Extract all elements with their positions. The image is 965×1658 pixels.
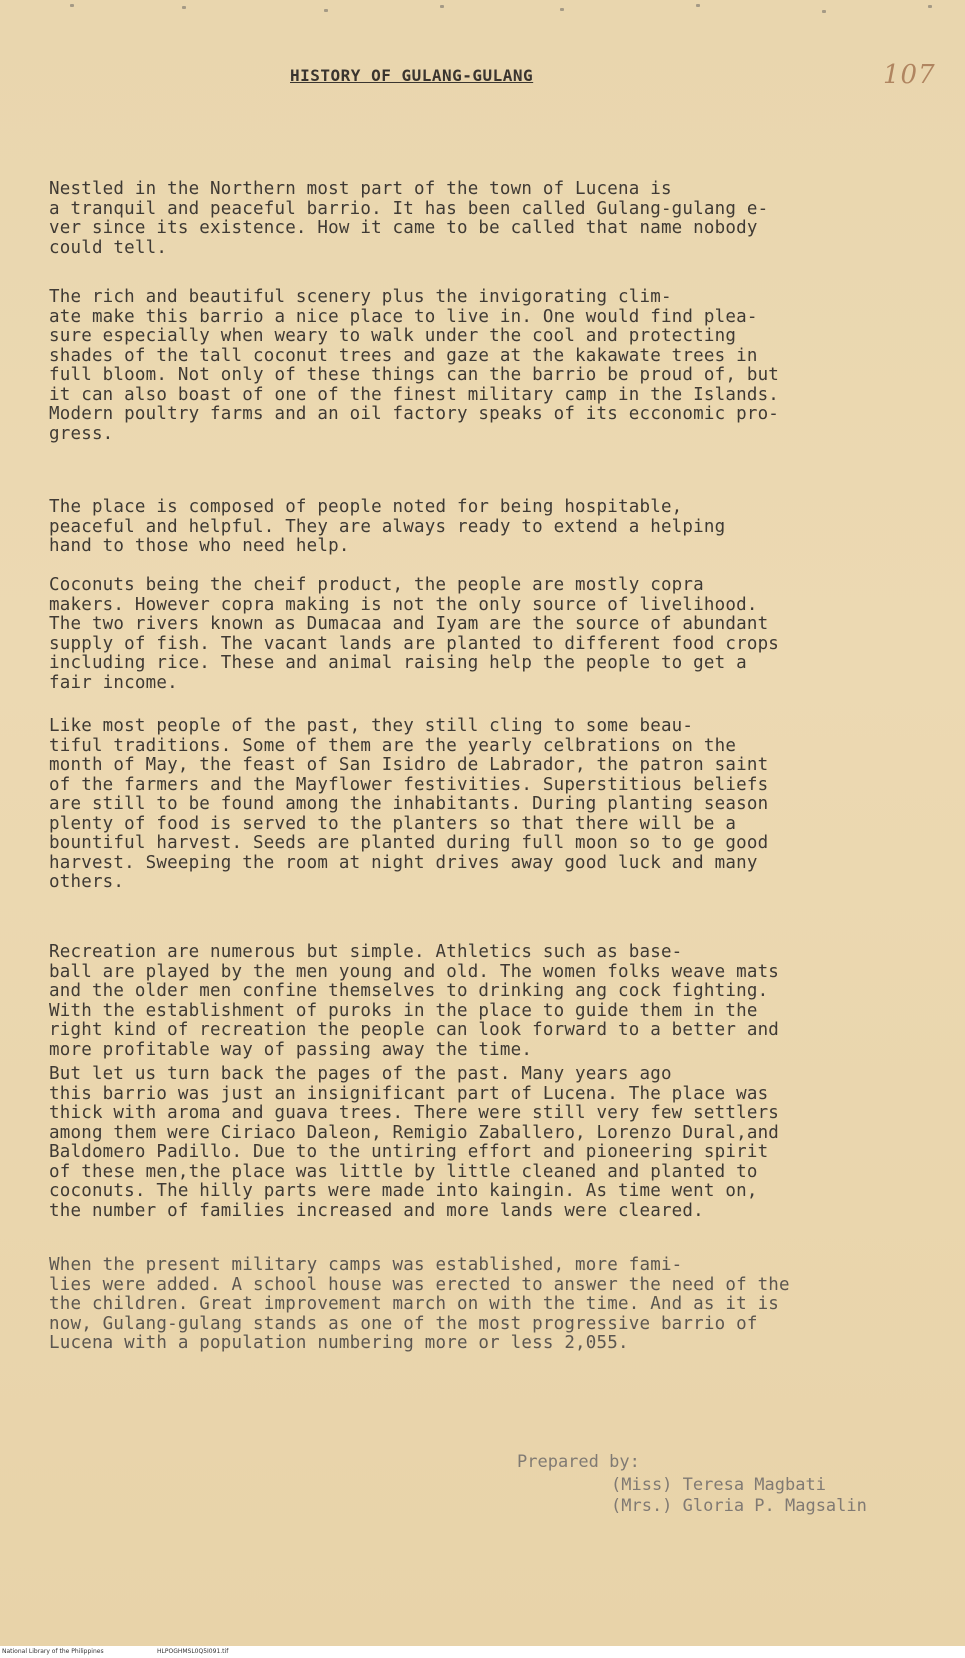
paragraph-livelihood: Coconuts being the cheif product, the people are mostly copra makers. However copra making is not the only source of livelihood. The two rivers known as Dumacaa and Iyam are the source of abundant supply of fish. The vacant lands are planted to different food crops including rice. These and animal raising help the people to get a fair income. (49, 575, 780, 693)
scan-speck (70, 4, 74, 7)
scan-speck (822, 10, 826, 13)
scan-file-id: HLPOGHMSL0Q5I091.tif (157, 1648, 229, 1655)
paragraph-present: When the present military camps was established, more fami- lies were added. A school house was erected to answer the need of the the children. Great improvement march on with the time. And as it is now, Gulang-gulang stands as one of the most progressive barrio of Lucena with a population numbering more or less 2,055. (49, 1255, 790, 1353)
paragraph-history: But let us turn back the pages of the past. Many years ago this barrio was just an insignificant part of Lucena. The place was thick with aroma and guava trees. There were still very few settlers among them were Ciriaco Daleon, Remigio Zaballero, Lorenzo Dural,and Baldomero Padillo. Due to the untiring effort and pioneering spirit of these men,the place was little by little cleaned and planted to coconuts. The hilly parts were made into kaingin. As time went on, the number of families increased and more lands were cleared. (49, 1064, 780, 1221)
paragraph-traditions: Like most people of the past, they still cling to some beau- tiful traditions. Some of them are the yearly celbrations on the month of May, the feast of San Isidro de Labrador, the patron saint of the farmers and the Mayflower festivities. Superstitious beliefs are still to be found among the inhabitants. During planting season plenty of food is served to the planters so that there will be a bountiful harvest. Seeds are planted during full moon so to ge good harvest. Sweeping the room at night drives away good luck and many others. (49, 716, 769, 892)
preparer-name: (Mrs.) Gloria P. Magsalin (611, 1496, 867, 1516)
scan-speck (560, 8, 564, 11)
document-title: HISTORY OF GULANG-GULANG (290, 66, 534, 85)
scan-footer (0, 1646, 965, 1658)
page-number: 107 (883, 60, 936, 90)
scan-speck (182, 6, 186, 9)
paragraph-location: Nestled in the Northern most part of the town of Lucena is a tranquil and peaceful barrio. It has been called Gulang-gulang e- ver since its existence. How it came to be called that name nobody could tell. (49, 179, 769, 258)
scan-speck (696, 4, 700, 7)
preparer-name: (Miss) Teresa Magbati (611, 1475, 826, 1495)
scan-speck (928, 5, 932, 8)
paragraph-people: The place is composed of people noted for being hospitable, peaceful and helpful. They are always ready to extend a helping hand to those who need help. (49, 497, 726, 556)
paragraph-recreation: Recreation are numerous but simple. Athletics such as base- ball are played by the men young and old. The women folks weave mats and the older men confine themselves to drinking ang cock fighting. With the establishment of puroks in the place to guide them in the right kind of recreation the people can look forward to a better and more profitable way of passing away the time. (49, 942, 780, 1060)
library-credit: National Library of the Philippines (2, 1648, 104, 1655)
paragraph-scenery: The rich and beautiful scenery plus the invigorating clim- ate make this barrio a nice place to live in. One would find plea- sure especially when weary to walk under the cool and protecting shades of the tall coconut trees and gaze at the kakawate trees in full bloom. Not only of these things can the barrio be proud of, but it can also boast of one of the finest military camp in the Islands. Modern poultry farms and an oil factory speaks of its ecconomic pro- gress. (49, 287, 780, 444)
prepared-by-label: Prepared by: (517, 1452, 640, 1472)
scan-speck (324, 9, 328, 12)
scan-speck (440, 5, 444, 8)
